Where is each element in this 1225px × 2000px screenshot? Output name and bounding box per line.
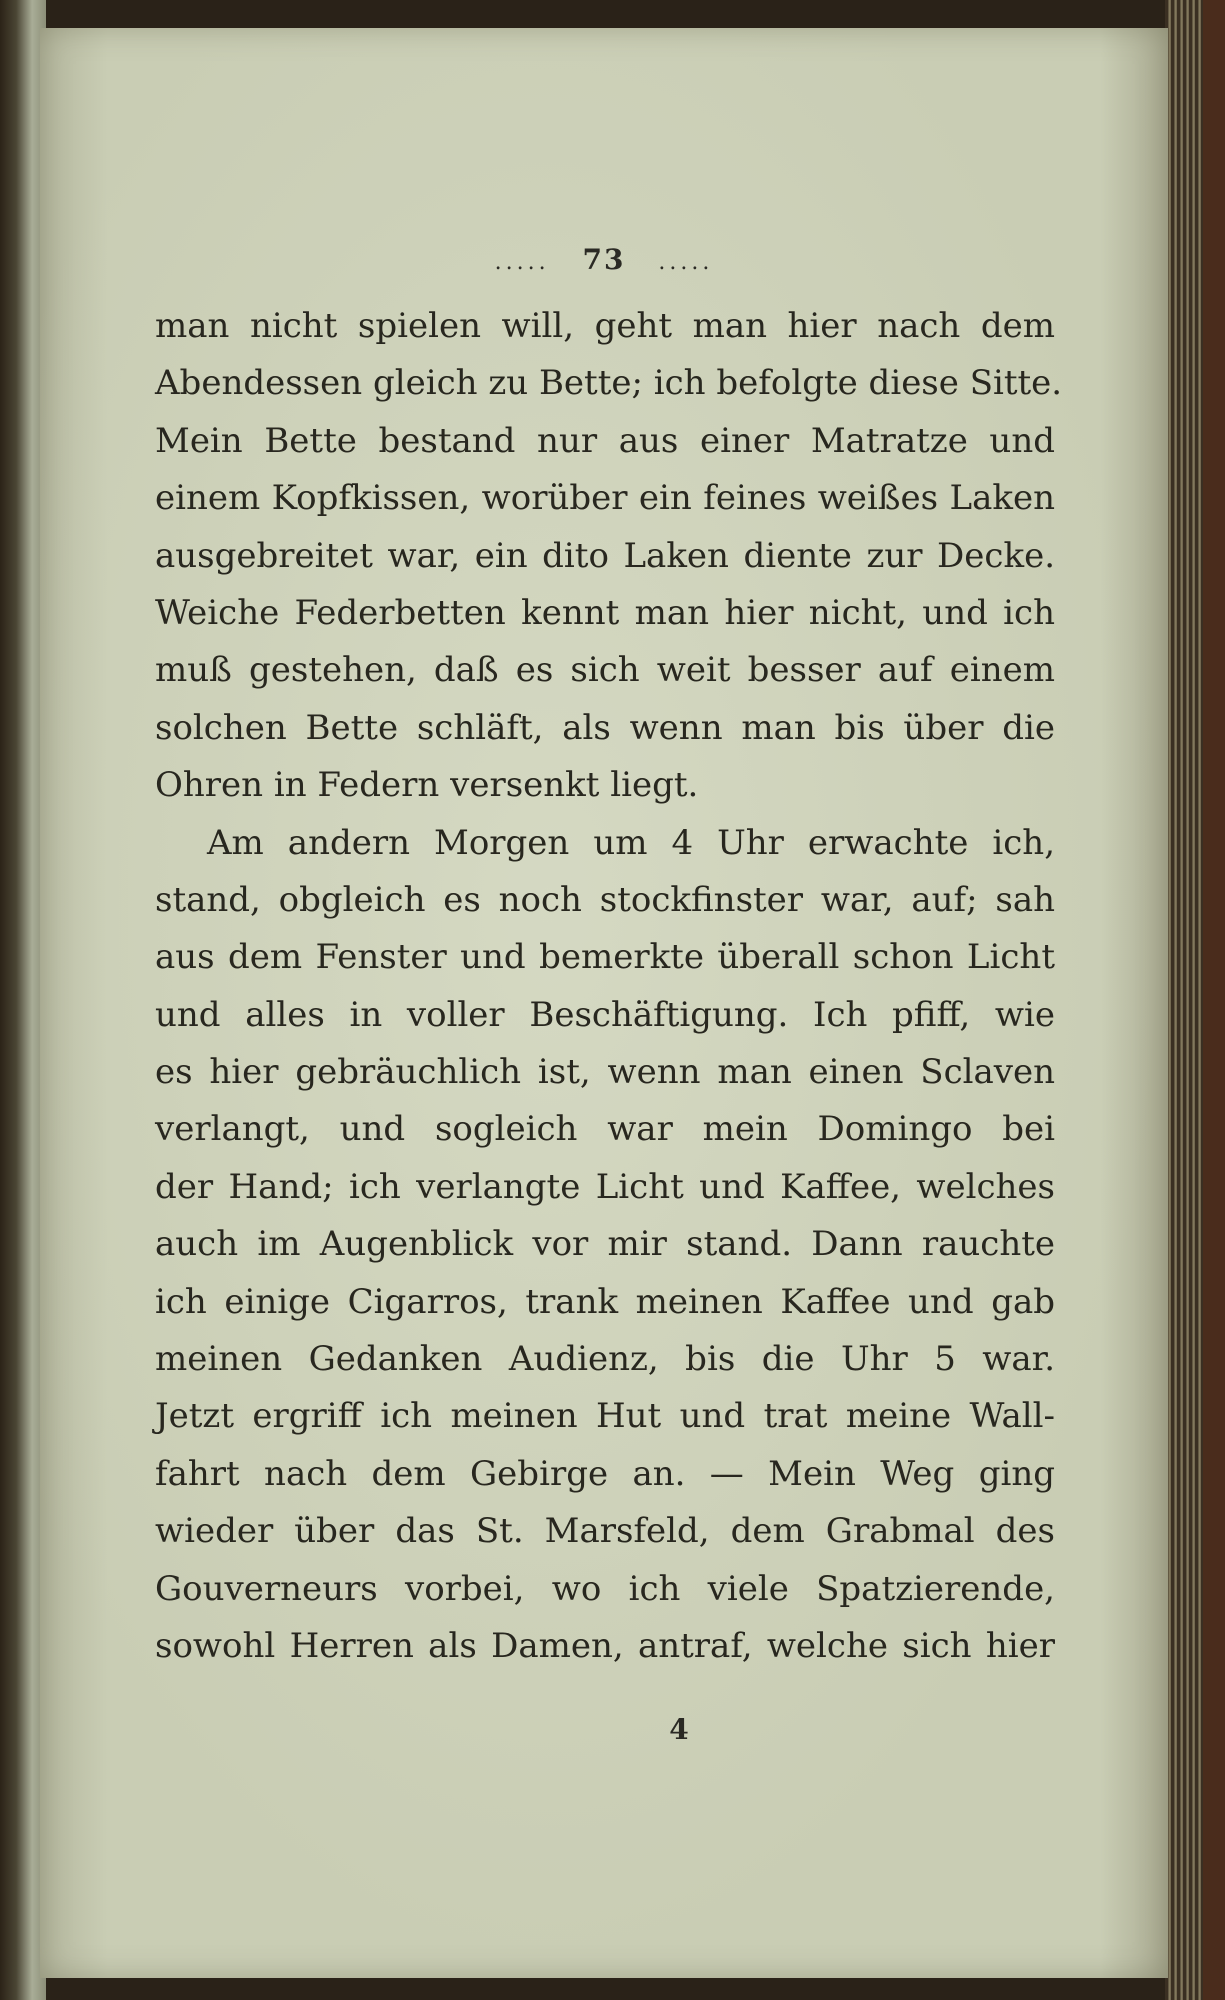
text-line: der Hand; ich verlangte Licht und Kaffee, welches: [155, 1166, 1055, 1207]
text-line: sowohl Herren als Damen, antraf, welche sich hier: [155, 1625, 1055, 1666]
text-line: Jetzt ergriff ich meinen Hut und trat meine Wall-: [155, 1396, 1055, 1437]
running-header: [40, 243, 1168, 276]
text-line: ausgebreitet war, ein dito Laken diente zur Decke.: [155, 535, 1055, 576]
text-line: Am andern Morgen um 4 Uhr erwachte ich,: [207, 822, 1055, 863]
text-line: ich einige Cigarros, trank meinen Kaffee und gab: [155, 1281, 1055, 1322]
text-line: Weiche Federbetten kennt man hier nicht, und ich: [155, 592, 1055, 633]
text-line: es hier gebräuchlich ist, wenn man einen Sclaven: [155, 1052, 1055, 1093]
text-line: stand, obgleich es noch stockfinster war, auf; sah: [155, 879, 1055, 920]
text-line: Ohren in Federn versenkt liegt.: [155, 765, 699, 806]
page-number: 73: [582, 243, 626, 276]
text-line: aus dem Fenster und bemerkte überall schon Licht: [155, 937, 1055, 978]
text-line: verlangt, und sogleich war mein Domingo bei: [155, 1109, 1055, 1150]
text-line: einem Kopfkissen, worüber ein feines weißes Laken: [155, 478, 1055, 519]
text-line: Abendessen gleich zu Bette; ich befolgte diese Sitte.: [155, 363, 1063, 404]
signature-mark: 4: [669, 1713, 689, 1746]
text-line: Gouverneurs vorbei, wo ich viele Spatzierende,: [155, 1568, 1055, 1609]
text-line: und alles in voller Beschäftigung. Ich pfiff, wie: [155, 994, 1055, 1035]
text-line: wieder über das St. Marsfeld, dem Grabmal des: [155, 1511, 1055, 1552]
page-body-text: [155, 298, 1063, 1675]
header-dots-right: .....: [658, 250, 714, 275]
text-line: muß gestehen, daß es sich weit besser auf einem: [155, 650, 1055, 691]
text-line: solchen Bette schläft, als wenn man bis über die: [155, 707, 1055, 748]
text-line: meinen Gedanken Audienz, bis die Uhr 5 war.: [155, 1339, 1055, 1380]
book-page: [40, 28, 1168, 1978]
text-line: fahrt nach dem Gebirge an. — Mein Weg ging: [155, 1453, 1055, 1494]
header-dots-left: .....: [494, 250, 550, 275]
book-cover-edge: [1203, 0, 1225, 2000]
text-line: Mein Bette bestand nur aus einer Matratze und: [155, 420, 1055, 461]
text-line: man nicht spielen will, geht man hier nach dem: [155, 306, 1055, 346]
text-line: auch im Augenblick vor mir stand. Dann rauchte: [155, 1224, 1055, 1265]
